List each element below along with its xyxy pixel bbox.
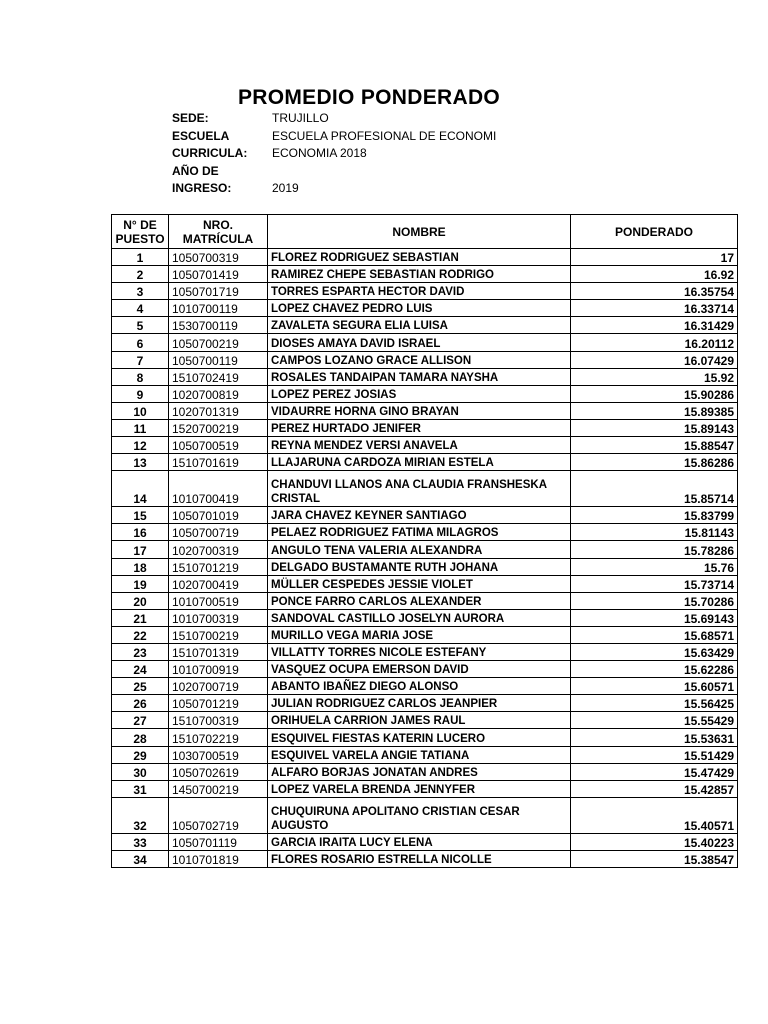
cell-ponderado: 15.85714: [571, 471, 738, 507]
cell-nombre: CAMPOS LOZANO GRACE ALLISON: [268, 351, 571, 368]
cell-matricula: 1050701719: [169, 283, 268, 300]
cell-matricula: 1020700419: [169, 575, 268, 592]
cell-puesto: 14: [112, 471, 169, 507]
table-row: [112, 712, 738, 729]
cell-puesto: 7: [112, 351, 169, 368]
cell-matricula: 1010701819: [169, 850, 268, 867]
cell-puesto: 3: [112, 283, 169, 300]
cell-puesto: 16: [112, 524, 169, 541]
cell-matricula: 1020700819: [169, 385, 268, 402]
table-row: [112, 351, 738, 368]
meta-value: ECONOMIA 2018: [272, 146, 367, 160]
cell-matricula: 1050700219: [169, 334, 268, 351]
cell-puesto: 28: [112, 729, 169, 746]
cell-puesto: 4: [112, 300, 169, 317]
cell-nombre: CHUQUIRUNA APOLITANO CRISTIAN CESAR AUGUSTO: [268, 797, 571, 833]
cell-matricula: 1050702619: [169, 763, 268, 780]
cell-ponderado: 15.62286: [571, 661, 738, 678]
cell-puesto: 12: [112, 437, 169, 454]
cell-nombre: FLOREZ RODRIGUEZ SEBASTIAN: [268, 249, 571, 266]
meta-value: 2019: [272, 181, 299, 195]
table-header-row: [112, 215, 738, 249]
cell-ponderado: 15.63429: [571, 643, 738, 660]
cell-nombre: LLAJARUNA CARDOZA MIRIAN ESTELA: [268, 454, 571, 471]
cell-nombre: RAMIREZ CHEPE SEBASTIAN RODRIGO: [268, 266, 571, 283]
cell-puesto: 25: [112, 678, 169, 695]
cell-puesto: 15: [112, 507, 169, 524]
cell-matricula: 1010700919: [169, 661, 268, 678]
cell-matricula: 1510702419: [169, 368, 268, 385]
cell-ponderado: 15.81143: [571, 524, 738, 541]
table-row: [112, 524, 738, 541]
cell-ponderado: 15.76: [571, 558, 738, 575]
cell-matricula: 1010700319: [169, 609, 268, 626]
cell-ponderado: 15.92: [571, 368, 738, 385]
cell-puesto: 31: [112, 780, 169, 797]
table-row: [112, 850, 738, 867]
meta-value: [272, 163, 532, 181]
cell-nombre: JULIAN RODRIGUEZ CARLOS JEANPIER: [268, 695, 571, 712]
cell-ponderado: 17: [571, 249, 738, 266]
cell-matricula: 1050700319: [169, 249, 268, 266]
cell-nombre: CHANDUVI LLANOS ANA CLAUDIA FRANSHESKA CRISTAL: [268, 471, 571, 507]
cell-ponderado: 15.73714: [571, 575, 738, 592]
cell-nombre: GARCIA IRAITA LUCY ELENA: [268, 833, 571, 850]
cell-nombre: ANGULO TENA VALERIA ALEXANDRA: [268, 541, 571, 558]
header-matricula-line2: MATRÍCULA: [182, 231, 254, 246]
cell-ponderado: 15.90286: [571, 385, 738, 402]
cell-nombre: ESQUIVEL FIESTAS KATERIN LUCERO: [268, 729, 571, 746]
meta-row-escuela: [172, 128, 532, 146]
cell-puesto: 17: [112, 541, 169, 558]
cell-puesto: 18: [112, 558, 169, 575]
header-info: [172, 110, 532, 198]
cell-matricula: 1050700119: [169, 351, 268, 368]
cell-matricula: 1050701419: [169, 266, 268, 283]
ranking-table: [111, 214, 738, 868]
header-puesto-line2: PUESTO: [115, 231, 165, 246]
cell-ponderado: 15.89143: [571, 419, 738, 436]
cell-nombre: MÜLLER CESPEDES JESSIE VIOLET: [268, 575, 571, 592]
cell-nombre: ABANTO IBAÑEZ DIEGO ALONSO: [268, 678, 571, 695]
cell-matricula: 1450700219: [169, 780, 268, 797]
page-title: PROMEDIO PONDERADO: [237, 86, 501, 109]
cell-matricula: 1050700719: [169, 524, 268, 541]
table-row: [112, 507, 738, 524]
table-row: [112, 300, 738, 317]
header-nombre: NOMBRE: [268, 215, 571, 249]
cell-ponderado: 15.88547: [571, 437, 738, 454]
cell-ponderado: 16.07429: [571, 351, 738, 368]
header-puesto-line1: N° DE: [123, 217, 157, 232]
cell-matricula: 1530700119: [169, 317, 268, 334]
table-row: [112, 695, 738, 712]
cell-ponderado: 15.47429: [571, 763, 738, 780]
cell-nombre: PELAEZ RODRIGUEZ FATIMA MILAGROS: [268, 524, 571, 541]
table-row: [112, 368, 738, 385]
table-row: [112, 729, 738, 746]
meta-label: INGRESO:: [172, 181, 232, 195]
header-ponderado: PONDERADO: [571, 215, 738, 249]
table-row: [112, 334, 738, 351]
cell-matricula: 1020701319: [169, 402, 268, 419]
meta-row-ano-de: [172, 163, 532, 181]
table-row: [112, 575, 738, 592]
cell-matricula: 1020700319: [169, 541, 268, 558]
cell-nombre: JARA CHAVEZ KEYNER SANTIAGO: [268, 507, 571, 524]
table-row: [112, 283, 738, 300]
cell-ponderado: 16.35754: [571, 283, 738, 300]
cell-nombre: DELGADO BUSTAMANTE RUTH JOHANA: [268, 558, 571, 575]
cell-puesto: 24: [112, 661, 169, 678]
table-row: [112, 678, 738, 695]
cell-puesto: 1: [112, 249, 169, 266]
cell-puesto: 20: [112, 592, 169, 609]
cell-ponderado: 15.70286: [571, 592, 738, 609]
cell-matricula: 1050701119: [169, 833, 268, 850]
header-matricula: [169, 215, 268, 249]
meta-value: TRUJILLO: [272, 111, 329, 125]
cell-ponderado: 15.56425: [571, 695, 738, 712]
cell-puesto: 10: [112, 402, 169, 419]
table-row: [112, 626, 738, 643]
cell-ponderado: 15.42857: [571, 780, 738, 797]
cell-nombre: LOPEZ VARELA BRENDA JENNYFER: [268, 780, 571, 797]
cell-ponderado: 16.92: [571, 266, 738, 283]
cell-nombre: PEREZ HURTADO JENIFER: [268, 419, 571, 436]
cell-matricula: 1510701319: [169, 643, 268, 660]
cell-nombre: ZAVALETA SEGURA ELIA LUISA: [268, 317, 571, 334]
table-row: [112, 402, 738, 419]
cell-nombre: VILLATTY TORRES NICOLE ESTEFANY: [268, 643, 571, 660]
cell-nombre: PONCE FARRO CARLOS ALEXANDER: [268, 592, 571, 609]
cell-ponderado: 15.40571: [571, 797, 738, 833]
cell-nombre: DIOSES AMAYA DAVID ISRAEL: [268, 334, 571, 351]
cell-puesto: 26: [112, 695, 169, 712]
table-row: [112, 643, 738, 660]
cell-matricula: 1050700519: [169, 437, 268, 454]
cell-nombre: TORRES ESPARTA HECTOR DAVID: [268, 283, 571, 300]
table-row: [112, 249, 738, 266]
meta-label: ESCUELA: [172, 128, 230, 143]
cell-matricula: 1010700119: [169, 300, 268, 317]
cell-puesto: 9: [112, 385, 169, 402]
cell-ponderado: 15.68571: [571, 626, 738, 643]
cell-ponderado: 15.51429: [571, 746, 738, 763]
cell-puesto: 19: [112, 575, 169, 592]
cell-ponderado: 16.31429: [571, 317, 738, 334]
cell-matricula: 1010700519: [169, 592, 268, 609]
header-matricula-line1: NRO.: [203, 217, 233, 232]
cell-nombre: SANDOVAL CASTILLO JOSELYN AURORA: [268, 609, 571, 626]
cell-matricula: 1510700219: [169, 626, 268, 643]
meta-row-ingreso: [172, 180, 532, 198]
cell-ponderado: 15.53631: [571, 729, 738, 746]
cell-ponderado: 15.40223: [571, 833, 738, 850]
cell-puesto: 13: [112, 454, 169, 471]
cell-matricula: 1050701219: [169, 695, 268, 712]
cell-puesto: 34: [112, 850, 169, 867]
cell-nombre: ALFARO BORJAS JONATAN ANDRES: [268, 763, 571, 780]
table-row: [112, 454, 738, 471]
cell-puesto: 5: [112, 317, 169, 334]
cell-nombre: MURILLO VEGA MARIA JOSE: [268, 626, 571, 643]
cell-puesto: 2: [112, 266, 169, 283]
cell-nombre: FLORES ROSARIO ESTRELLA NICOLLE: [268, 850, 571, 867]
cell-ponderado: 16.33714: [571, 300, 738, 317]
cell-ponderado: 15.55429: [571, 712, 738, 729]
cell-puesto: 21: [112, 609, 169, 626]
cell-matricula: 1510702219: [169, 729, 268, 746]
table-row: [112, 780, 738, 797]
cell-ponderado: 16.20112: [571, 334, 738, 351]
cell-ponderado: 15.60571: [571, 678, 738, 695]
cell-nombre: LOPEZ CHAVEZ PEDRO LUIS: [268, 300, 571, 317]
table-row: [112, 558, 738, 575]
cell-puesto: 30: [112, 763, 169, 780]
meta-row-sede: [172, 110, 532, 128]
table-row: [112, 661, 738, 678]
cell-puesto: 29: [112, 746, 169, 763]
table-row: [112, 833, 738, 850]
table-row: [112, 385, 738, 402]
cell-matricula: 1510700319: [169, 712, 268, 729]
cell-nombre: ORIHUELA CARRION JAMES RAUL: [268, 712, 571, 729]
cell-nombre: VIDAURRE HORNA GINO BRAYAN: [268, 402, 571, 419]
table-row: [112, 746, 738, 763]
cell-puesto: 32: [112, 797, 169, 833]
cell-matricula: 1510701219: [169, 558, 268, 575]
cell-matricula: 1520700219: [169, 419, 268, 436]
cell-ponderado: 15.83799: [571, 507, 738, 524]
cell-puesto: 27: [112, 712, 169, 729]
cell-matricula: 1050701019: [169, 507, 268, 524]
cell-nombre: LOPEZ PEREZ JOSIAS: [268, 385, 571, 402]
cell-matricula: 1010700419: [169, 471, 268, 507]
cell-puesto: 6: [112, 334, 169, 351]
cell-ponderado: 15.38547: [571, 850, 738, 867]
cell-matricula: 1050702719: [169, 797, 268, 833]
cell-matricula: 1510701619: [169, 454, 268, 471]
cell-puesto: 11: [112, 419, 169, 436]
cell-nombre: REYNA MENDEZ VERSI ANAVELA: [268, 437, 571, 454]
table-row: [112, 609, 738, 626]
table-row: [112, 266, 738, 283]
table-row: [112, 541, 738, 558]
cell-ponderado: 15.78286: [571, 541, 738, 558]
meta-label: CURRICULA:: [172, 146, 248, 160]
table-row: [112, 763, 738, 780]
cell-ponderado: 15.89385: [571, 402, 738, 419]
cell-puesto: 22: [112, 626, 169, 643]
cell-matricula: 1020700719: [169, 678, 268, 695]
cell-puesto: 8: [112, 368, 169, 385]
cell-nombre: ROSALES TANDAIPAN TAMARA NAYSHA: [268, 368, 571, 385]
cell-puesto: 23: [112, 643, 169, 660]
table-row: [112, 437, 738, 454]
cell-puesto: 33: [112, 833, 169, 850]
meta-label: AÑO DE: [172, 163, 219, 178]
table-row: [112, 317, 738, 334]
meta-value: ESCUELA PROFESIONAL DE ECONOMI: [272, 128, 497, 143]
cell-nombre: VASQUEZ OCUPA EMERSON DAVID: [268, 661, 571, 678]
cell-matricula: 1030700519: [169, 746, 268, 763]
meta-row-curricula: [172, 145, 532, 163]
cell-ponderado: 15.86286: [571, 454, 738, 471]
cell-nombre: ESQUIVEL VARELA ANGIE TATIANA: [268, 746, 571, 763]
meta-label: SEDE:: [172, 111, 209, 125]
table-row: [112, 797, 738, 833]
table-row: [112, 471, 738, 507]
table-row: [112, 419, 738, 436]
cell-ponderado: 15.69143: [571, 609, 738, 626]
table-row: [112, 592, 738, 609]
header-puesto: [112, 215, 169, 249]
